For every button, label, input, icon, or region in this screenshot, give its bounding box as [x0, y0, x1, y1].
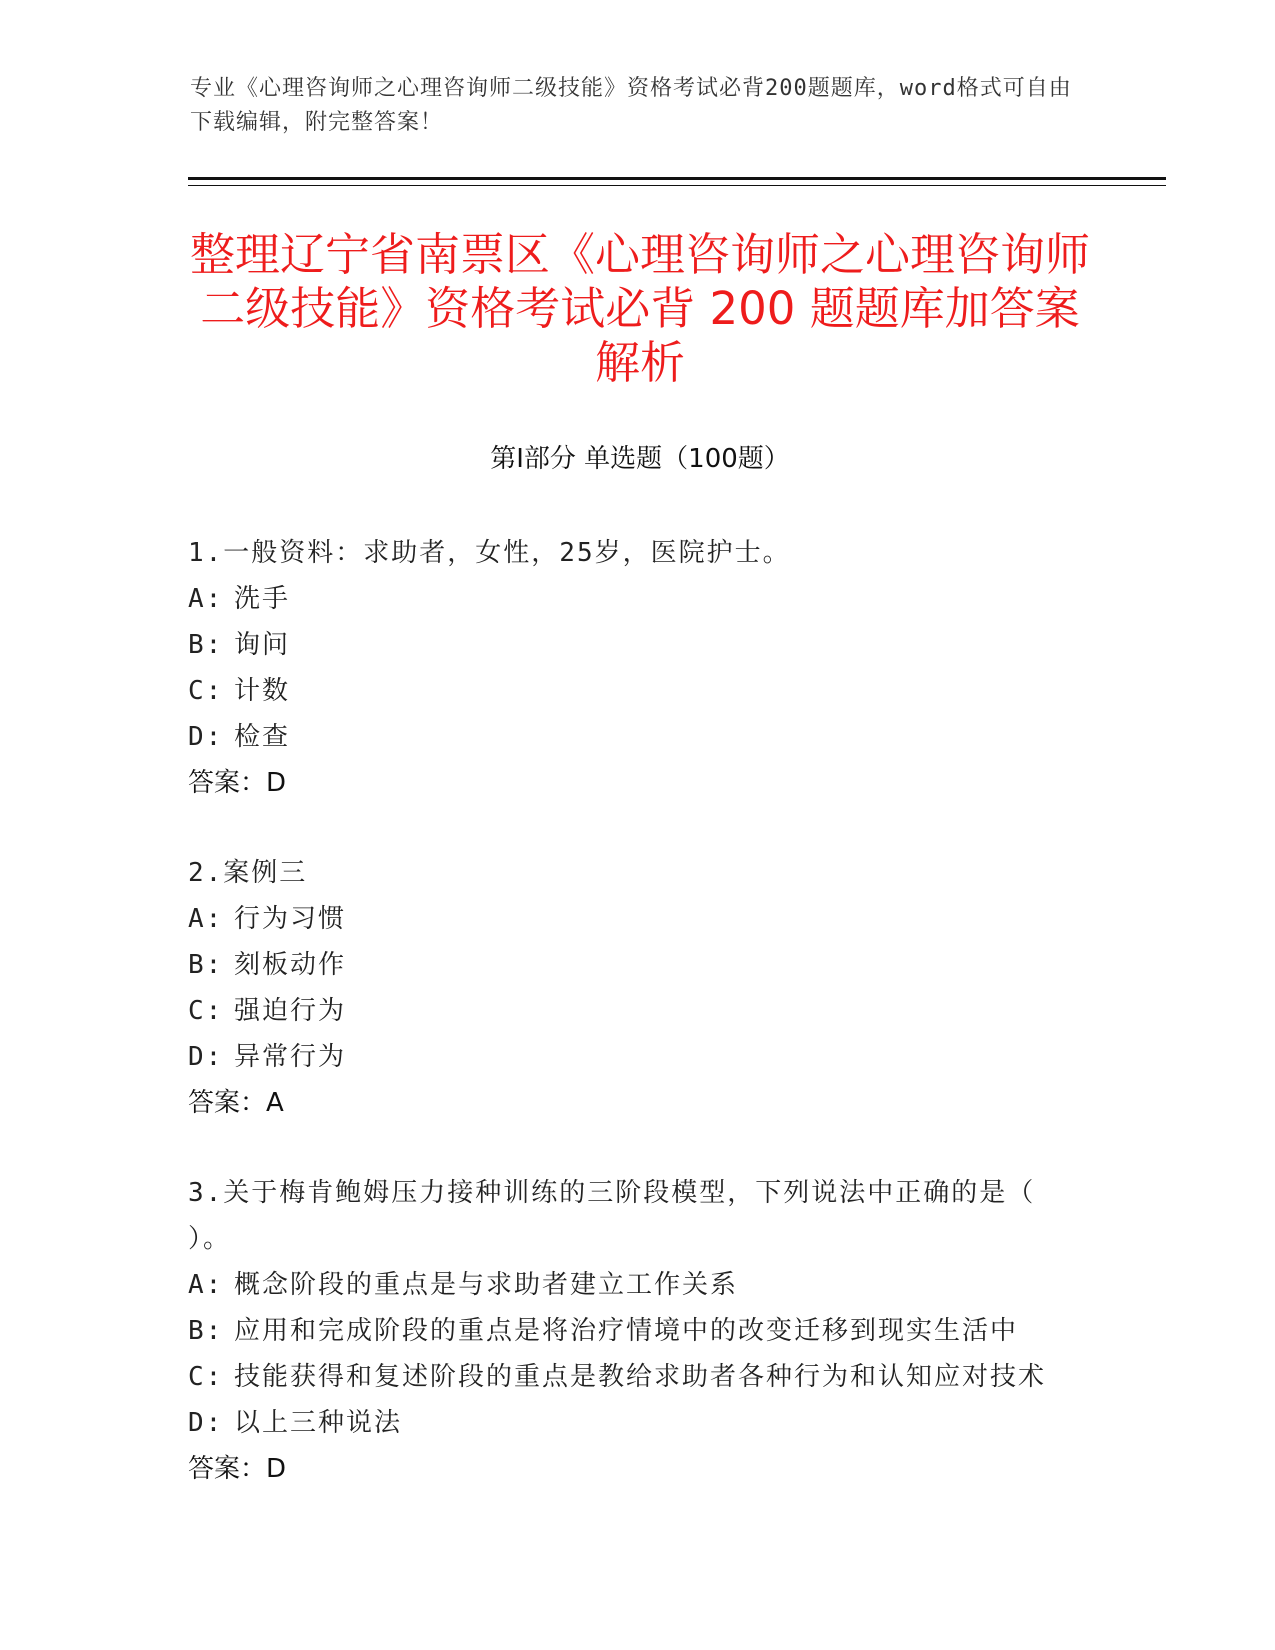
question-stem: 3.关于梅肯鲍姆压力接种训练的三阶段模型，下列说法中正确的是（ ）。: [188, 1178, 1036, 1254]
option-text: 应用和完成阶段的重点是将治疗情境中的改变迁移到现实生活中: [234, 1316, 1019, 1346]
option-letter: B:: [188, 950, 224, 980]
question-list: [188, 530, 1088, 1536]
option-letter: B:: [188, 630, 224, 660]
option-b: [188, 1308, 1088, 1354]
option-text: 概念阶段的重点是与求助者建立工作关系: [234, 1270, 739, 1300]
option-letter: B:: [188, 1316, 224, 1346]
option-letter: D:: [188, 1042, 224, 1072]
question-1: [188, 530, 1088, 806]
option-b: [188, 942, 1088, 988]
option-letter: C:: [188, 996, 224, 1026]
option-text: 技能获得和复述阶段的重点是教给求助者各种行为和认知应对技术: [234, 1362, 1047, 1392]
option-text: 计数: [234, 676, 291, 706]
question-stem: 2.案例三: [188, 858, 308, 888]
option-c: [188, 988, 1088, 1034]
option-letter: A:: [188, 584, 224, 614]
option-text: 强迫行为: [234, 996, 347, 1026]
option-a: [188, 896, 1088, 942]
answer-line: 答案：D: [188, 768, 287, 798]
option-d: [188, 1400, 1088, 1446]
section-heading: 第Ⅰ部分 单选题（100题）: [490, 444, 790, 474]
question-3: [188, 1170, 1088, 1492]
document-title: 整理辽宁省南票区《心理咨询师之心理咨询师二级技能》资格考试必背 200 题题库加答案解析: [190, 228, 1091, 389]
header-divider-thick: [188, 177, 1166, 180]
option-text: 询问: [234, 630, 291, 660]
option-text: 以上三种说法: [234, 1408, 403, 1438]
option-d: [188, 1034, 1088, 1080]
question-2: [188, 850, 1088, 1126]
option-d: [188, 714, 1088, 760]
option-text: 检查: [234, 722, 291, 752]
option-text: 刻板动作: [234, 950, 347, 980]
option-letter: A:: [188, 904, 224, 934]
option-letter: A:: [188, 1270, 224, 1300]
option-text: 洗手: [234, 584, 291, 614]
option-letter: D:: [188, 1408, 224, 1438]
option-c: [188, 668, 1088, 714]
answer-line: 答案：D: [188, 1454, 287, 1484]
header-divider-thin: [188, 185, 1166, 186]
option-letter: C:: [188, 1362, 224, 1392]
option-text: 异常行为: [234, 1042, 347, 1072]
header-note: 专业《心理咨询师之心理咨询师二级技能》资格考试必背200题题库，word格式可自由下载编辑，附完整答案！: [190, 76, 1072, 135]
option-text: 行为习惯: [234, 904, 347, 934]
option-letter: D:: [188, 722, 224, 752]
option-b: [188, 622, 1088, 668]
option-c: [188, 1354, 1088, 1400]
answer-line: 答案：A: [188, 1088, 284, 1118]
option-a: [188, 576, 1088, 622]
question-stem: 1.一般资料：求助者，女性，25岁，医院护士。: [188, 538, 791, 568]
option-letter: C:: [188, 676, 224, 706]
option-a: [188, 1262, 1088, 1308]
